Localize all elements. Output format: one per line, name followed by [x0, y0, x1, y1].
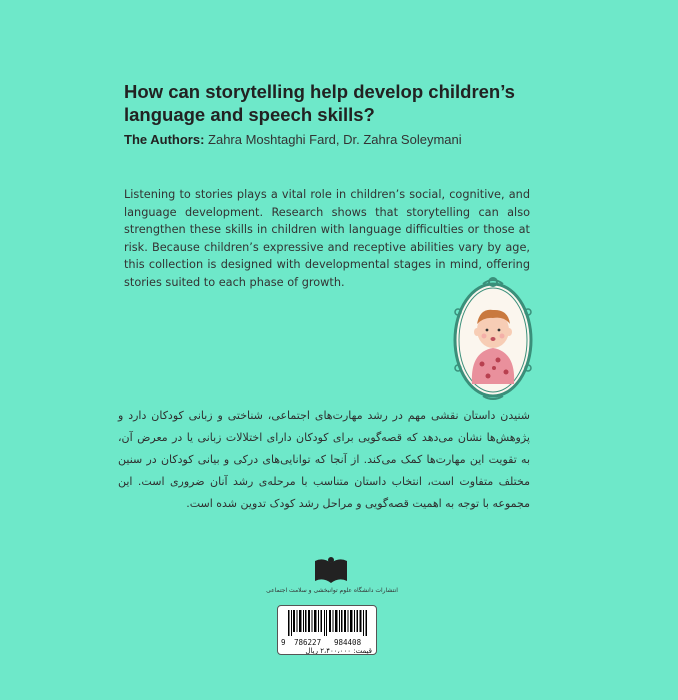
publisher-name: انتشارات دانشگاه علوم توانبخشی و سلامت اجتماعی: [266, 587, 398, 594]
isbn-barcode: [277, 605, 377, 655]
price-label: قیمت: ۲،۴۰۰،۰۰۰ ریال: [305, 647, 372, 655]
persian-description: شنیدن داستان نقشی مهم در رشد مهارت‌های اجتماعی، شناختی و زبانی کودکان دارد و پژوهش‌ها نشان می‌دهد که قصه‌گویی برای کودکان دارای اختلالات زبانی یا در معرض آن، به تقویت این مهارت‌ها کمک می‌کند. از آنجا که توانایی‌های درکی و بیانی کودکان در سنین مختلف متفاوت است، انتخاب داستان متناسب با مرحله‌ی رشد آنان ضروری است. این مجموعه با توجه به اهمیت قصه‌گویی و مراحل رشد کودک تدوین شده است.: [118, 409, 530, 510]
barcode-digit-prefix: 9: [281, 638, 286, 647]
authors-names: Zahra Moshtaghi Fard, Dr. Zahra Soleymani: [204, 132, 462, 147]
authors-line: [124, 132, 462, 147]
barcode-digit-group-2: 984408: [334, 638, 362, 647]
barcode-graphic: [288, 610, 368, 636]
child-portrait-illustration: [450, 272, 536, 402]
english-description: Listening to stories plays a vital role in children’s social, cognitive, and language development. Research shows that storytelling can also strengthen these skills in children with language difficulties or those at risk. Because children’s expressive and receptive abilities vary by age, this collection is designed with developmental stages in mind, offering stories suited to each phase of growth.: [124, 188, 530, 289]
barcode-digit-group-1: 786227: [294, 638, 322, 647]
book-title: How can storytelling help develop children’s language and speech skills?: [124, 81, 515, 125]
authors-label: The Authors:: [124, 132, 205, 147]
publisher-logo-icon: [311, 555, 351, 585]
